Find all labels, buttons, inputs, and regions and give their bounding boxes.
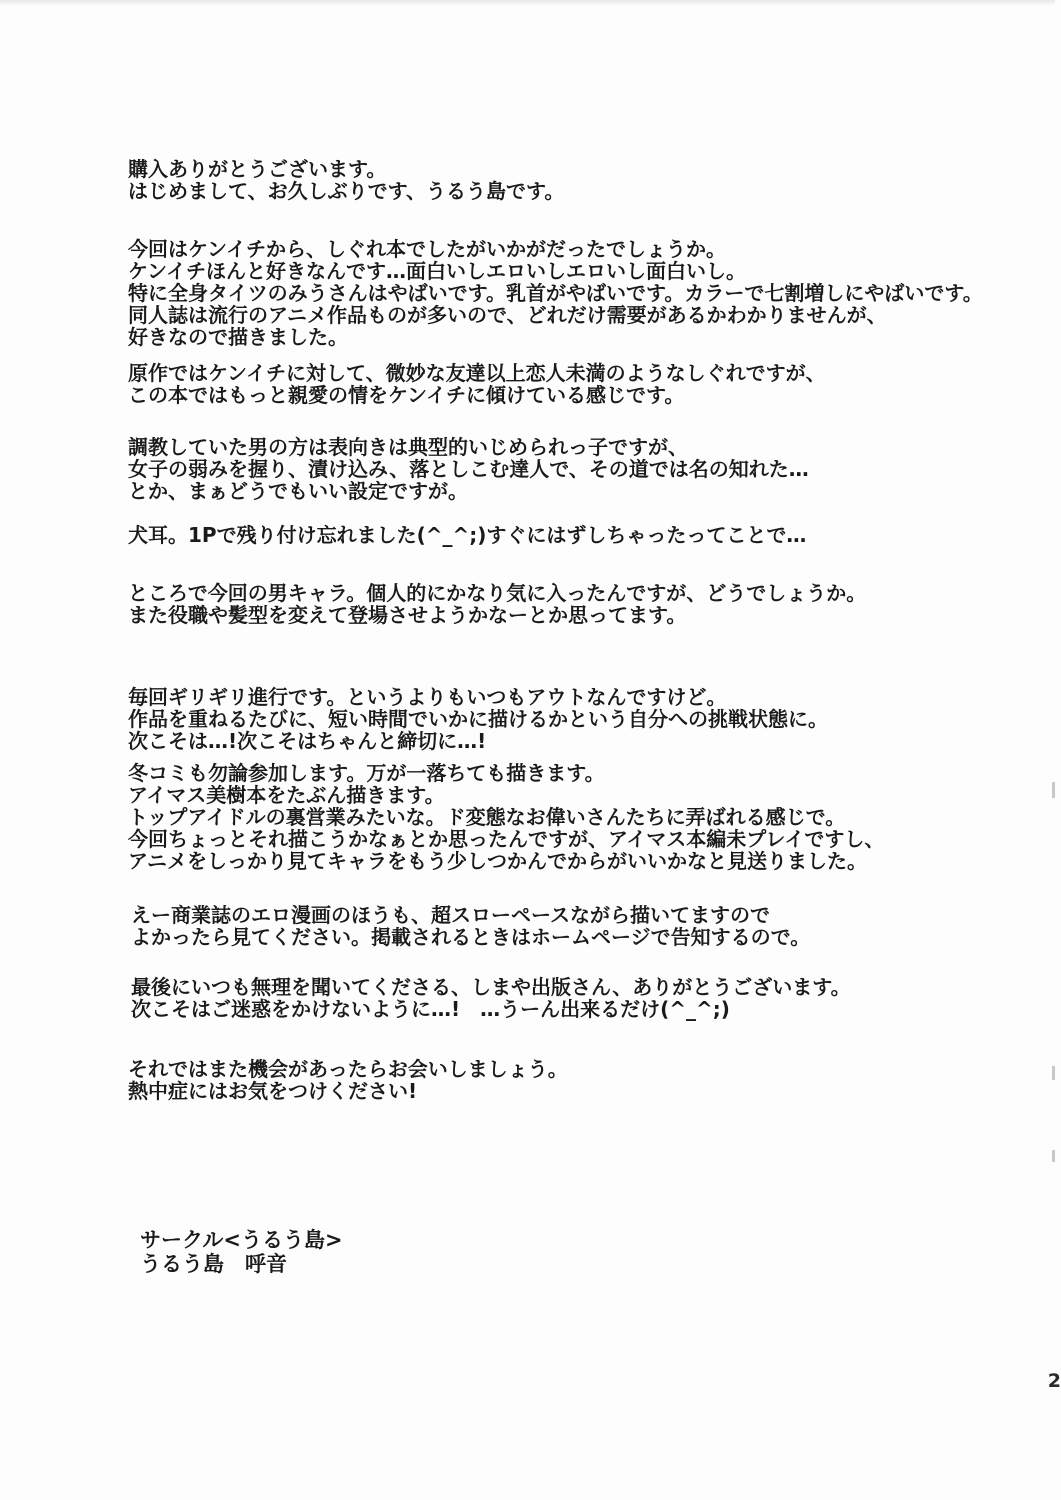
text-line: とか、まぁどうでもいい設定ですが。 (128, 479, 468, 503)
text-line: 同人誌は流行のアニメ作品ものが多いので、どれだけ需要があるかわかりませんが、 (128, 303, 887, 327)
text-line: トップアイドルの裏営業みたいな。ド変態なお偉いさんたちに弄ばれる感じで。 (128, 805, 846, 829)
original-work-paragraph (128, 362, 826, 406)
scan-edge-mark (1052, 1066, 1055, 1080)
text-line: 原作ではケンイチに対して、微妙な友達以上恋人未満のようなしぐれですが、 (128, 361, 826, 385)
deadline-paragraph (128, 686, 828, 752)
text-line: 好きなので描きました。 (128, 325, 348, 349)
text-line: 毎回ギリギリ進行です。というよりもいつもアウトなんですけど。 (128, 685, 727, 709)
text-line: 今回ちょっとそれ描こうかなぁとか思ったんですが、アイマス本編未プレイですし、 (128, 827, 885, 851)
publisher-thanks-paragraph (131, 976, 851, 1020)
text-line: 最後にいつも無理を聞いてくださる、しまや出版さん、ありがとうございます。 (131, 975, 851, 999)
male-character-paragraph (128, 582, 866, 626)
text-line: はじめまして、お久しぶりです、うるう島です。 (128, 179, 565, 203)
thanks-paragraph (128, 158, 564, 202)
text-line: 作品を重ねるたびに、短い時間でいかに描けるかという自分への挑戦状態に。 (128, 707, 828, 731)
signature (140, 1228, 343, 1276)
text-line: 特に全身タイツのみうさんはやばいです。乳首がやばいです。カラーで七割増しにやばいです。 (128, 281, 983, 305)
text-line: ケンイチほんと好きなんです…面白いしエロいしエロいし面白いし。 (128, 259, 746, 283)
commercial-paragraph (131, 904, 810, 948)
closing-paragraph (128, 1058, 568, 1102)
winter-comiket-paragraph (128, 762, 884, 872)
text-line: それではまた機会があったらお会いしましょう。 (128, 1057, 568, 1081)
text-line: アニメをしっかり見てキャラをもう少しつかんでからがいいかなと見送りました。 (128, 849, 867, 873)
text-line: 女子の弱みを握り、漬け込み、落としこむ達人で、その道では名の知れた… (128, 457, 809, 481)
trainer-paragraph (128, 436, 809, 502)
text-line: ところで今回の男キャラ。個人的にかなり気に入ったんですが、どうでしょうか。 (128, 581, 867, 605)
text-line: 購入ありがとうございます。 (128, 157, 387, 181)
text-line: アイマス美樹本をたぶん描きます。 (128, 783, 445, 807)
text-line: 次こそは…!次こそはちゃんと締切に…! (128, 729, 487, 753)
text-line: また役職や髪型を変えて登場させようかなーとか思ってます。 (128, 603, 687, 627)
text-line: 今回はケンイチから、しぐれ本でしたがいかがだったでしょうか。 (128, 237, 726, 261)
intro-paragraph (128, 238, 983, 348)
text-line: 熱中症にはお気をつけください! (128, 1079, 418, 1103)
text-line: よかったら見てください。掲載されるときはホームページで告知するので。 (131, 925, 811, 949)
text-line: 調教していた男の方は表向きは典型的いじめられっ子ですが、 (128, 435, 688, 459)
text-line: 次こそはご迷惑をかけないように…! …うーん出来るだけ(^_^;) (131, 997, 730, 1021)
text-line: 犬耳。1Pで残り付け忘れました(^_^;)すぐにはずしちゃったってことで… (128, 523, 807, 547)
dog-ears-paragraph (128, 524, 806, 546)
scan-edge-mark (1052, 782, 1055, 798)
text-line: 冬コミも勿論参加します。万が一落ちても描きます。 (128, 761, 605, 785)
text-line: この本ではもっと親愛の情をケンイチに傾けている感じです。 (128, 383, 685, 407)
text-line: えー商業誌のエロ漫画のほうも、超スローペースながら描いてますので (131, 903, 770, 927)
circle-name: サークル<うるう島> (140, 1228, 343, 1252)
scan-edge-mark (1052, 1150, 1055, 1162)
author-name: うるう島 呼音 (140, 1252, 287, 1276)
scan-top-edge (0, 0, 1055, 6)
page-number: 2 (1047, 1370, 1061, 1392)
